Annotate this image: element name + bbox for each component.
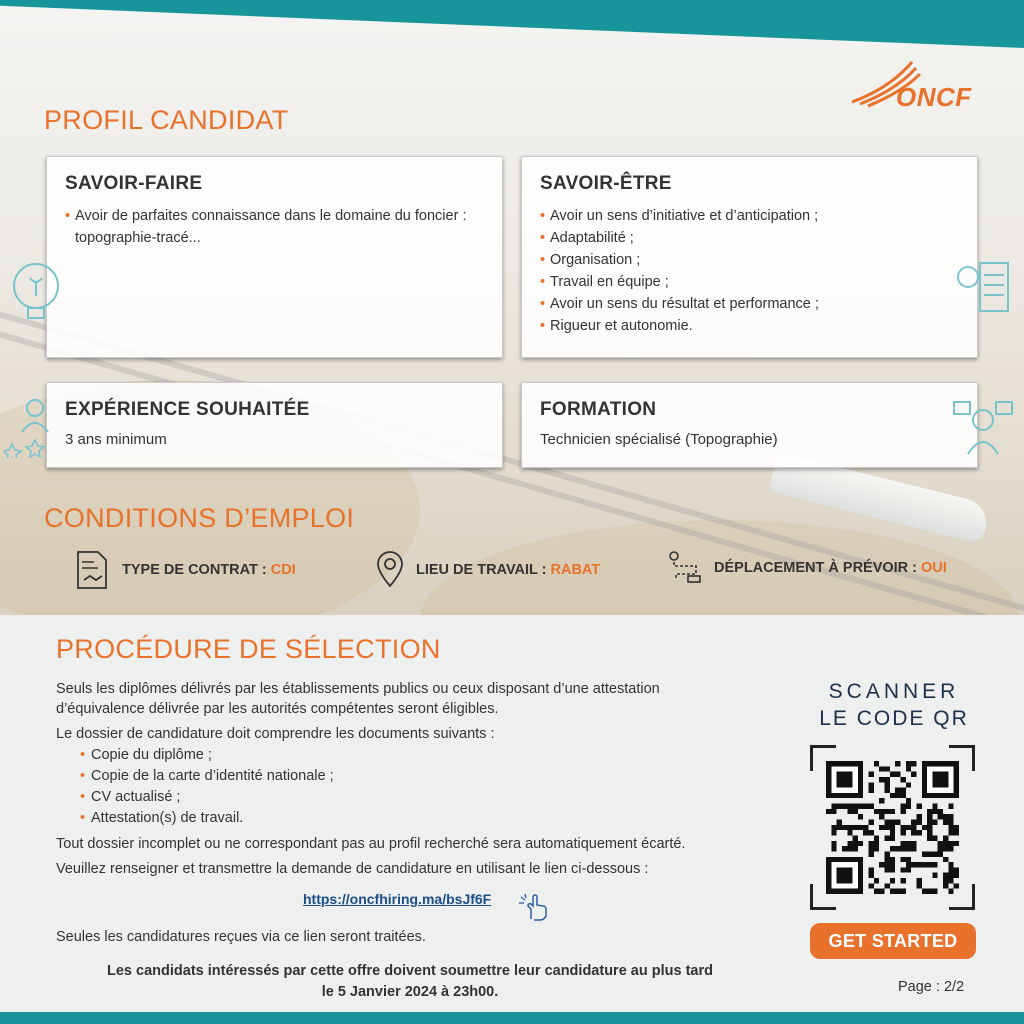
procedure-para2: Le dossier de candidature doit comprendre les documents suivants : (56, 726, 495, 742)
qr-pattern-icon (826, 761, 959, 894)
savoir-etre-item: • Avoir un sens du résultat et performance ; (540, 293, 965, 315)
document-item: • CV actualisé ; (80, 787, 334, 808)
contrat-condition (74, 550, 296, 590)
page-number: Page : 2/2 (898, 979, 965, 995)
lieu-condition (374, 550, 600, 590)
procedure-title: PROCÉDURE DE SÉLECTION (56, 634, 441, 664)
formation-title: FORMATION (540, 399, 657, 420)
document-item: • Attestation(s) de travail. (80, 808, 334, 829)
savoir-etre-item: • Adaptabilité ; (540, 227, 965, 249)
oncf-logo-text: ONCF (896, 82, 972, 112)
qr-code[interactable] (810, 745, 975, 910)
procedure-para4: Veuillez renseigner et transmettre la demande de candidature en utilisant le lien ci-dessous : (56, 861, 649, 877)
lieu-value: RABAT (550, 562, 601, 578)
deadline-line1: Les candidats intéressés par cette offre doivent soumettre leur candidature au plus tard (107, 963, 713, 979)
savoir-etre-item: • Travail en équipe ; (540, 271, 965, 293)
get-started-button[interactable]: GET STARTED (810, 923, 976, 959)
qr-title-line1: SCANNER (828, 680, 960, 703)
experience-value: 3 ans minimum (65, 431, 167, 448)
location-pin-icon (374, 550, 406, 590)
deadline-line2: le 5 Janvier 2024 à 23h00. (321, 984, 499, 1000)
pointer-hand-icon (517, 893, 551, 921)
top-stripe (0, 0, 1024, 48)
bottom-stripe (0, 1012, 1024, 1024)
rated-person-icon (4, 396, 66, 458)
qr-title-line2: LE CODE QR (819, 707, 969, 730)
deadline-note (60, 961, 760, 1003)
application-link[interactable]: https://oncfhiring.ma/bsJf6F (303, 891, 492, 907)
profil-title: PROFIL CANDIDAT (44, 105, 289, 135)
savoir-faire-title: SAVOIR-FAIRE (65, 173, 203, 194)
skills-board-icon (950, 255, 1016, 321)
formation-card (521, 382, 978, 468)
savoir-faire-card (46, 156, 503, 358)
contrat-label: TYPE DE CONTRAT : (122, 562, 267, 578)
contract-handshake-icon (74, 550, 112, 590)
deplacement-condition (666, 550, 947, 586)
contrat-value: CDI (270, 562, 296, 578)
procedure-para3: Tout dossier incomplet ou ne correspondant pas au profil recherché sera automatiquement écarté. (56, 836, 686, 852)
lightbulb-head-icon (6, 248, 68, 334)
savoir-faire-list (65, 205, 490, 249)
lieu-label: LIEU DE TRAVAIL : (416, 562, 547, 578)
savoir-etre-list (540, 205, 965, 337)
savoir-etre-title: SAVOIR-ÊTRE (540, 173, 672, 194)
route-travel-icon (666, 550, 704, 586)
document-item: • Copie du diplôme ; (80, 745, 334, 766)
savoir-etre-item: • Avoir un sens d’initiative et d’anticipation ; (540, 205, 965, 227)
savoir-etre-card (521, 156, 978, 358)
document-item: • Copie de la carte d’identité nationale ; (80, 766, 334, 787)
deplacement-label: DÉPLACEMENT À PRÉVOIR : (714, 560, 918, 576)
savoir-faire-item: • Avoir de parfaites connaissance dans le domaine du foncier : topographie-tracé... (65, 205, 490, 249)
procedure-para1-line2: d’équivalence délivrée par les autorités compétentes seront éligibles. (56, 701, 499, 717)
savoir-etre-item: • Organisation ; (540, 249, 965, 271)
procedure-para5: Seules les candidatures reçues via ce lien seront traitées. (56, 929, 426, 945)
experience-title: EXPÉRIENCE SOUHAITÉE (65, 399, 310, 420)
savoir-etre-item: • Rigueur et autonomie. (540, 315, 965, 337)
formation-value: Technicien spécialisé (Topographie) (540, 431, 778, 448)
procedure-para1-line1: Seuls les diplômes délivrés par les établissements publics ou ceux disposant d’une attestation (56, 681, 660, 697)
deplacement-value: OUI (921, 560, 947, 576)
documents-list (80, 745, 334, 829)
experience-card (46, 382, 503, 468)
conditions-title: CONDITIONS D’EMPLOI (44, 503, 355, 533)
team-robot-icon (950, 398, 1016, 460)
